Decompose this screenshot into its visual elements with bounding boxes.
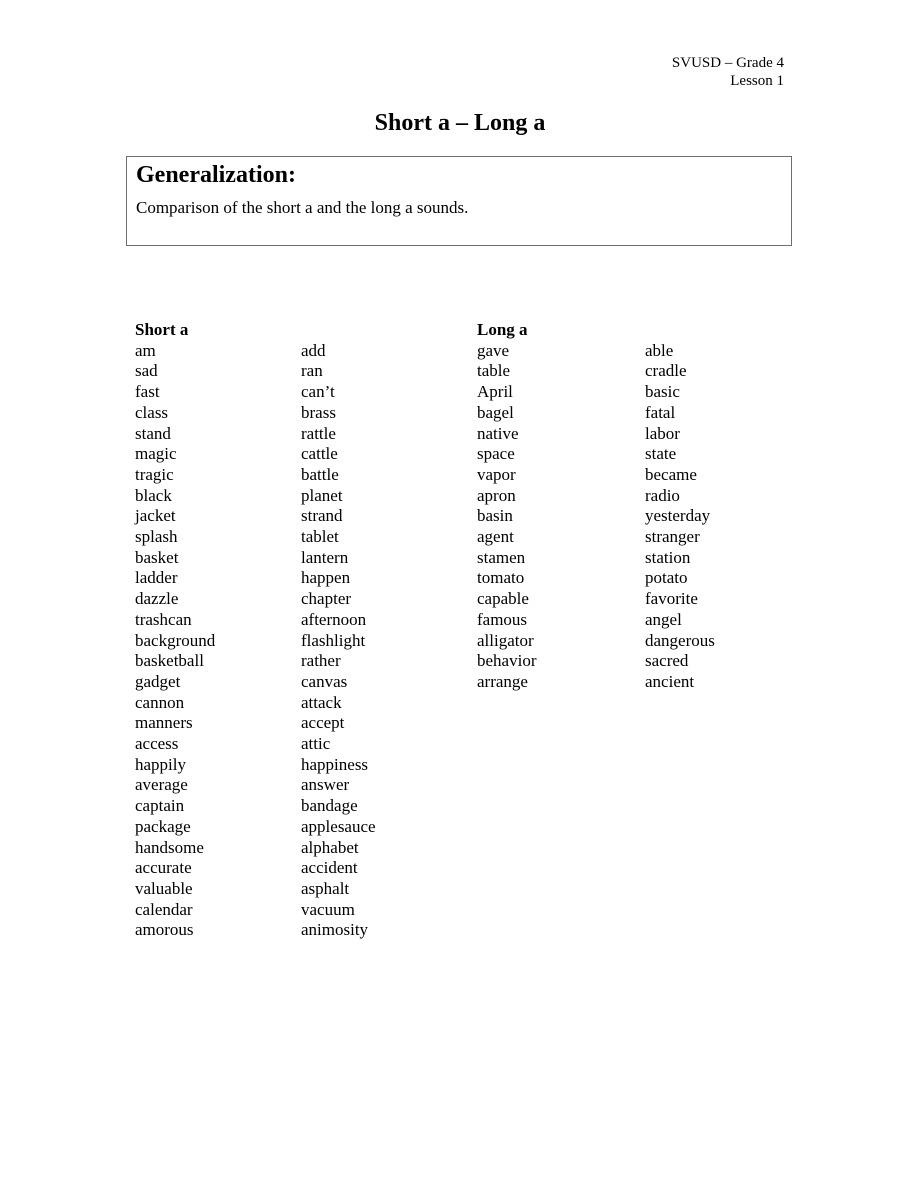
word-list-item: favorite: [645, 589, 698, 609]
word-list-item: happily: [135, 754, 186, 774]
word-list-item: vacuum: [301, 899, 355, 919]
word-list-item: can’t: [301, 382, 335, 402]
word-list-item: station: [645, 547, 691, 567]
word-list-item: am: [135, 340, 156, 360]
word-list-item: potato: [645, 568, 688, 588]
long-a-column-1: [477, 320, 536, 693]
word-list-item: fast: [135, 382, 160, 402]
word-list-item: calendar: [135, 899, 193, 919]
word-list-item: became: [645, 464, 697, 484]
word-list-item: sad: [135, 361, 158, 381]
header-district-grade: SVUSD – Grade 4: [671, 55, 784, 71]
word-list-item: radio: [645, 485, 680, 505]
word-list-item: trashcan: [135, 609, 192, 629]
word-list-item: flashlight: [301, 630, 366, 650]
word-list-item: cattle: [301, 444, 338, 464]
word-list-item: cannon: [135, 692, 185, 712]
word-list-item: accurate: [135, 858, 192, 878]
word-list-item: battle: [301, 464, 339, 484]
word-list-item: bagel: [477, 402, 514, 422]
document-header: [672, 54, 784, 90]
word-list-item: ran: [301, 361, 323, 381]
word-list-item: handsome: [135, 837, 204, 857]
word-list-item: yesterday: [645, 506, 711, 526]
generalization-box: [126, 156, 792, 246]
word-list-item: native: [477, 423, 519, 443]
word-list-item: basket: [135, 547, 179, 567]
word-list-item: animosity: [301, 920, 369, 940]
word-list-item: attack: [301, 692, 342, 712]
word-list-item: tomato: [477, 568, 525, 588]
word-list-item: attic: [301, 734, 331, 754]
word-list-item: happen: [301, 568, 351, 588]
word-list-item: dazzle: [135, 589, 179, 609]
word-list-item: famous: [477, 609, 528, 629]
word-list-item: basin: [477, 506, 513, 526]
word-list-item: brass: [301, 402, 336, 422]
word-list-item: accident: [301, 858, 358, 878]
word-list-item: manners: [135, 713, 193, 733]
long-a-heading: Long a: [477, 320, 528, 339]
word-list-item: access: [135, 734, 179, 754]
word-list-item: stamen: [477, 547, 526, 567]
word-list-item: black: [135, 485, 172, 505]
word-list-item: applesauce: [301, 816, 376, 836]
word-list-item: gave: [477, 340, 510, 360]
word-list-item: apron: [477, 485, 516, 505]
word-list-item: fatal: [645, 402, 676, 422]
word-list-item: sacred: [645, 651, 689, 671]
column-spacer: [645, 320, 715, 341]
word-list-item: angel: [645, 609, 682, 629]
word-list-item: capable: [477, 589, 529, 609]
word-list-item: ancient: [645, 671, 695, 691]
word-list-item: alligator: [477, 630, 534, 650]
generalization-heading: Generalization:: [136, 162, 296, 188]
short-a-column-1: [135, 320, 215, 941]
word-list-item: package: [135, 816, 191, 836]
word-list-item: tablet: [301, 527, 339, 547]
word-list-item: agent: [477, 527, 514, 547]
word-list-item: cradle: [645, 361, 687, 381]
word-list-item: background: [135, 630, 216, 650]
word-list-item: answer: [301, 775, 350, 795]
word-list-item: valuable: [135, 878, 193, 898]
word-list-item: happiness: [301, 754, 369, 774]
word-list-item: able: [645, 340, 674, 360]
word-list-item: tragic: [135, 464, 174, 484]
short-a-column-2: [301, 320, 376, 941]
word-list-item: arrange: [477, 671, 528, 691]
word-list-item: April: [477, 382, 513, 402]
word-list-item: state: [645, 444, 677, 464]
word-list-item: labor: [645, 423, 680, 443]
word-list-item: canvas: [301, 671, 348, 691]
word-list-item: accept: [301, 713, 345, 733]
word-list-item: rather: [301, 651, 341, 671]
page-title: Short a – Long a: [374, 110, 546, 136]
word-list-item: basketball: [135, 651, 204, 671]
word-list-item: planet: [301, 485, 343, 505]
word-list-item: average: [135, 775, 188, 795]
word-list-item: add: [301, 340, 326, 360]
word-list-item: chapter: [301, 589, 352, 609]
word-list-item: behavior: [477, 651, 537, 671]
column-spacer: [301, 320, 376, 341]
word-list-item: rattle: [301, 423, 336, 443]
word-list-item: stranger: [645, 527, 700, 547]
header-lesson: Lesson 1: [730, 73, 784, 89]
word-list-item: dangerous: [645, 630, 715, 650]
word-list-item: lantern: [301, 547, 349, 567]
word-list-item: stand: [135, 423, 171, 443]
word-list-item: strand: [301, 506, 343, 526]
word-list-item: bandage: [301, 796, 358, 816]
word-list-item: asphalt: [301, 878, 350, 898]
word-list-item: table: [477, 361, 511, 381]
generalization-text: Comparison of the short a and the long a sounds.: [136, 198, 469, 217]
word-list-item: ladder: [135, 568, 178, 588]
long-a-column-2: [645, 320, 715, 693]
word-list-item: space: [477, 444, 515, 464]
word-list-item: jacket: [135, 506, 176, 526]
word-list-item: vapor: [477, 464, 516, 484]
word-list-item: gadget: [135, 671, 181, 691]
word-list-item: alphabet: [301, 837, 359, 857]
word-list-item: amorous: [135, 920, 194, 940]
word-list-item: splash: [135, 527, 178, 547]
short-a-heading: Short a: [135, 320, 189, 339]
word-list-item: magic: [135, 444, 177, 464]
word-list-item: basic: [645, 382, 680, 402]
word-list-item: captain: [135, 796, 185, 816]
word-list-item: class: [135, 402, 169, 422]
word-list-item: afternoon: [301, 609, 367, 629]
